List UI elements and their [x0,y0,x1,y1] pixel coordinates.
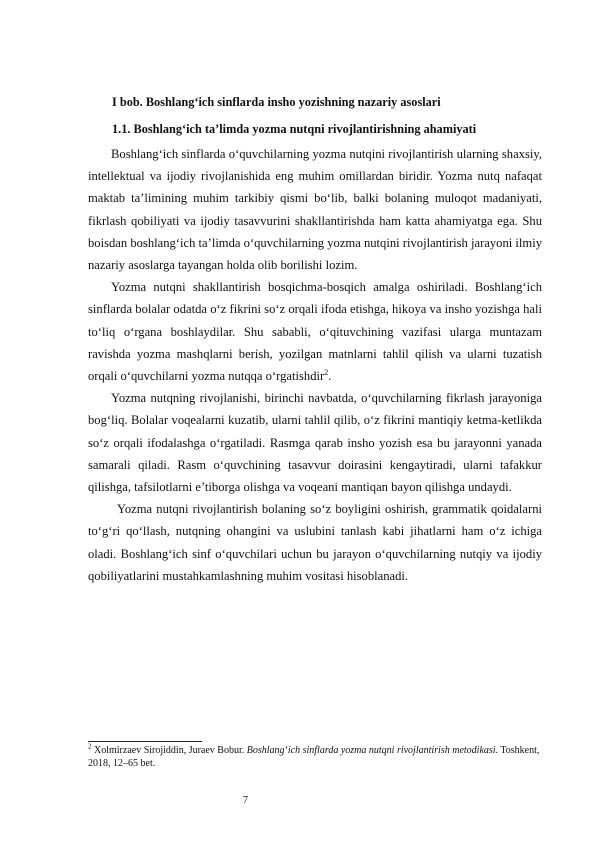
body-text [88,143,542,587]
paragraph-4: Yozma nutqni rivojlantirish bolaning so‘z boyligini oshirish, grammatik qoidalarni to‘g‘ri qo‘llash, nutqning ohangini va uslubini tanlash kabi jihatlarni ham o‘z ichiga oladi. Boshlang‘ich sinf o‘quvchilari uchun bu jarayon o‘quvchilarning nutqiy va ijodiy qobiliyatlarini mustahkamlashning muhim vositasi hisoblanadi. [88,502,542,583]
section-heading: 1.1. Boshlang‘ich ta’limda yozma nutqni rivojlantirishning ahamiyati [112,122,477,136]
footnote-divider [88,741,202,742]
footnote-authors: Xolmirzaev Sirojiddin, Juraev Bobur. [91,745,247,756]
paragraph-2: Yozma nutqni shakllantirish bosqichma-bosqich amalga oshiriladi. Boshlang‘ich sinflarda bolalar odatda o‘z fikrini so‘z orqali ifoda etishga, hikoya va insho yozishga hali to‘liq o‘rgana boshlaydilar. Shu sababli, o‘qituvchining vazifasi ularga muntazam ravishda yozma mashqlarni berish, yozilgan matnlarni tahlil qilish va ularni tuzatish orqali o‘quvchilarni yozma nutqqa o‘rgatishdir$^2$. [88,280,542,384]
chapter-heading: I bob. Boshlang‘ich sinflarda insho yozishning nazariy asoslari [112,95,441,109]
footnote [88,744,542,771]
footnote-title: Boshlang‘ich sinflarda yozma nutqni rivojlantirish metodikasi [246,745,496,756]
page-number: 7 [243,795,248,806]
footnote-number: 2 [88,742,92,751]
footnote-details: . Toshkent, 2018, 12–65 bet. [88,745,540,770]
paragraph-3: Yozma nutqning rivojlanishi, birinchi navbatda, o‘quvchilarning fikrlash jarayoniga bog‘liq. Bolalar voqealarni kuzatib, ularni tahlil qilib, o‘z fikrini mantiqiy ketma-ketlikda so‘z orqali ifodalashga o‘rgatiladi. Rasmga qarab insho yozish esa bu jarayonni yanada samarali qiladi. Rasm o‘quvchining tasavvur doirasini kengaytiradi, ularni tafakkur qilishga, tafsilotlarni e’tiborga olishga va voqeani mantiqan bayon qilishga undaydi. [88,391,542,495]
footnote-reference[interactable]: 2 [324,367,329,377]
paragraph-1: Boshlang‘ich sinflarda o‘quvchilarning yozma nutqini rivojlantirish ularning shaxsiy, intellektual va ijodiy rivojlanishida eng muhim omillardan biridir. Yozma nutq nafaqat maktab ta’limining muhim tarkibiy qismi bo‘lib, balki bolaning muloqot madaniyati, fikrlash qobiliyati va ijodiy tasavvurini shakllantirishda ham katta ahamiyatga ega. Shu boisdan boshlang‘ich ta’limda o‘quvchilarning yozma nutqini rivojlantirish jarayoni ilmiy nazariy asoslarga tayangan holda olib borilishi lozim. [88,147,542,273]
